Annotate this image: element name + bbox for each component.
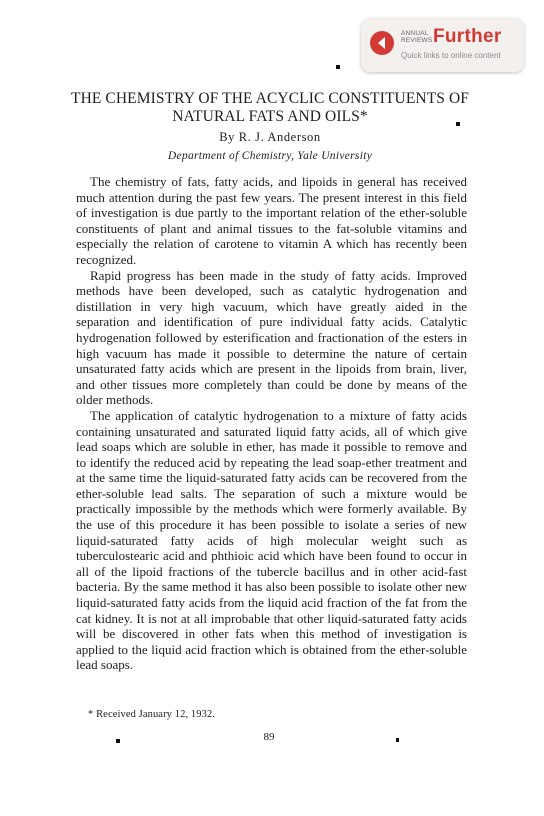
further-banner[interactable] bbox=[361, 18, 524, 72]
scan-speck bbox=[116, 739, 120, 743]
publisher-label: ANNUAL REVIEWS bbox=[401, 30, 433, 44]
scan-speck bbox=[396, 738, 399, 742]
author-affiliation: Department of Chemistry, Yale University bbox=[167, 150, 373, 162]
page-number: 89 bbox=[263, 731, 275, 743]
paragraph: The application of catalytic hydrogenation to a mixture of fatty acids containing unsaturated and saturated liquid fatty acids, all of which give lead soaps which are soluble in ether, has made it possible to remove and to identify the reduced acid by repeating the lead soap-ether treatment and at the same time the liquid-saturated fatty acids can be recovered from the ether-soluble lead salts. The separation of such a mixture would be practically impossible by the methods which were formerly available. By the use of this procedure it has been possible to isolate a series of new liquid-saturated fatty acids of high molecular weight such as tuberculostearic acid and phthioic acid which have been found to occur in all of the lipoid fractions of the tubercle bacillus and in other acid-fast bacteria. By the same method it has also been possible to isolate other new liquid-saturated fatty acids from the liquid acid fraction of the fat from the cat kidney. It is not at all improbable that other liquid-saturated fatty acids will be discovered in other fats when this method of investigation is applied to the liquid acid fraction which is obtained from the ether-soluble lead soaps. bbox=[76, 407, 467, 673]
banner-caption: Quick links to online content bbox=[401, 51, 501, 60]
article-body bbox=[76, 174, 467, 673]
footnote: * Received January 12, 1932. bbox=[88, 709, 216, 720]
arrow-left-icon bbox=[370, 31, 394, 55]
banner-title: Further bbox=[433, 26, 502, 47]
article-title: THE CHEMISTRY OF THE ACYCLIC CONSTITUENTS OF NATURAL FATS AND OILS* bbox=[71, 90, 469, 125]
paragraph: Rapid progress has been made in the study of fatty acids. Improved methods have been developed, such as catalytic hydrogenation and distillation in very high vacuum, which have greatly aided in the separation and identification of pure individual fatty acids. Catalytic hydrogenation followed by esterification and fractionation of the esters in high vacuum has made it possible to determine the nature of certain unsaturated fatty acids which are present in the lipoids from brain, liver, and other tissues more completely than could be done by means of the older methods. bbox=[76, 267, 467, 408]
author-byline: By R. J. Anderson bbox=[219, 130, 321, 144]
paragraph: The chemistry of fats, fatty acids, and lipoids in general has received much attention during the past few years. The present interest in this field of investigation is due partly to the important relation of the ether-soluble constituents of plant and animal tissues to the fat-soluble vitamins and especially the relation of carotene to vitamin A which has recently been recognized. bbox=[76, 174, 467, 267]
scan-speck bbox=[336, 65, 340, 69]
